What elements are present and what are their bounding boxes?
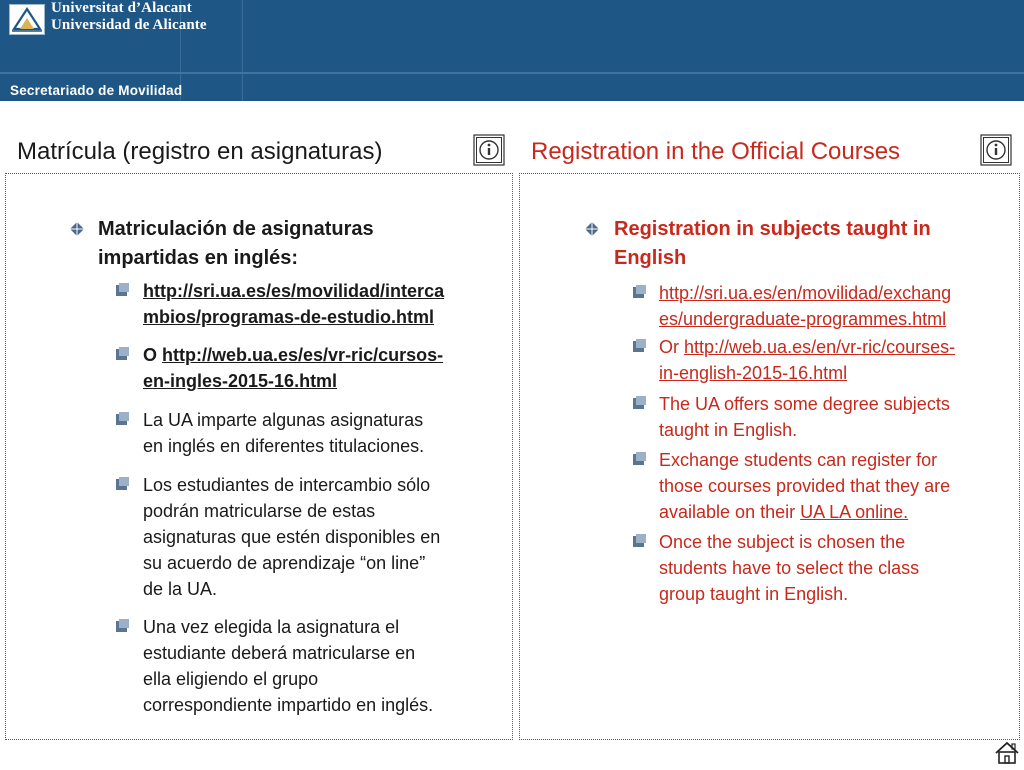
diamond-bullet-icon xyxy=(70,222,84,236)
ua-la-online-link[interactable]: UA LA online. xyxy=(800,502,909,522)
spanish-link1-item xyxy=(143,278,508,330)
feather-bullet-icon xyxy=(115,282,130,297)
heading-line: Matriculación de asignaturas xyxy=(98,218,374,240)
info-icon[interactable] xyxy=(473,134,505,166)
feather-bullet-icon xyxy=(632,395,647,410)
link-prefix: O xyxy=(143,345,163,365)
spanish-item5 xyxy=(143,614,433,718)
spanish-link2[interactable]: http://web.ua.es/es/vr-ric/cursos- en-ingles-2015-16.html xyxy=(143,345,444,391)
text-line: Once the subject is chosen the xyxy=(659,532,906,552)
university-name-es: Universidad de Alicante xyxy=(51,17,207,33)
spanish-link2-item xyxy=(143,342,508,394)
info-icon[interactable] xyxy=(980,134,1012,166)
english-item5 xyxy=(659,529,919,607)
text-line: su acuerdo de aprendizaje “on line” xyxy=(143,553,426,573)
text-line: estudiante deberá matricularse en xyxy=(143,643,416,663)
english-item4 xyxy=(659,447,950,525)
text-line: podrán matricularse de estas xyxy=(143,501,376,521)
text-line: Los estudiantes de intercambio sólo xyxy=(143,475,431,495)
heading-line: English xyxy=(614,247,687,269)
text-line: those courses provided that they are xyxy=(659,476,951,496)
text-line: taught in English. xyxy=(659,420,798,440)
diamond-bullet-icon xyxy=(585,222,599,236)
feather-bullet-icon xyxy=(115,476,130,491)
text-line: group taught in English. xyxy=(659,584,849,604)
feather-bullet-icon xyxy=(115,411,130,426)
text-line: de la UA. xyxy=(143,579,218,599)
text-line: Exchange students can register for xyxy=(659,450,938,470)
spanish-item3 xyxy=(143,407,424,459)
text-line: La UA imparte algunas asignaturas xyxy=(143,410,424,430)
header-stripe xyxy=(0,72,1024,74)
english-link1[interactable]: http://sri.ua.es/en/movilidad/exchang es/undergraduate-programmes.html xyxy=(659,283,952,329)
university-logo-icon xyxy=(9,4,45,35)
feather-bullet-icon xyxy=(632,451,647,466)
english-link2-item xyxy=(659,334,1014,386)
text-line: available on their UA LA online. xyxy=(659,502,909,522)
header-decoration xyxy=(242,0,243,101)
english-link2[interactable]: http://web.ua.es/en/vr-ric/courses- in-english-2015-16.html xyxy=(659,337,956,383)
feather-bullet-icon xyxy=(632,284,647,299)
text-line: students have to select the class xyxy=(659,558,920,578)
spanish-section-title: Matrícula (registro en asignaturas) xyxy=(17,138,383,165)
spanish-link1[interactable]: http://sri.ua.es/es/movilidad/interca mbios/programas-de-estudio.html xyxy=(143,281,445,327)
english-item3 xyxy=(659,391,950,443)
feather-bullet-icon xyxy=(632,533,647,548)
spanish-item4 xyxy=(143,472,440,602)
english-link1-item xyxy=(659,280,1014,332)
feather-bullet-icon xyxy=(115,346,130,361)
feather-bullet-icon xyxy=(115,618,130,633)
feather-bullet-icon xyxy=(632,338,647,353)
text-line: Una vez elegida la asignatura el xyxy=(143,617,400,637)
link-prefix: Or xyxy=(659,337,684,357)
university-name-ca: Universitat d’Alacant xyxy=(51,0,192,16)
text-line: The UA offers some degree subjects xyxy=(659,394,950,414)
heading-line: Registration in subjects taught in xyxy=(614,218,931,240)
heading-line: impartidas en inglés: xyxy=(98,247,299,269)
text-line: asignaturas que estén disponibles en xyxy=(143,527,441,547)
home-icon[interactable] xyxy=(994,741,1020,765)
header-banner xyxy=(0,0,1024,101)
text-line: ella eligiendo el grupo xyxy=(143,669,319,689)
department-name: Secretariado de Movilidad xyxy=(10,83,183,98)
text-line: en inglés en diferentes titulaciones. xyxy=(143,436,425,456)
english-section-title: Registration in the Official Courses xyxy=(531,138,901,165)
spanish-heading xyxy=(98,215,374,273)
english-heading xyxy=(614,215,931,273)
text-line: correspondiente impartido en inglés. xyxy=(143,695,434,715)
